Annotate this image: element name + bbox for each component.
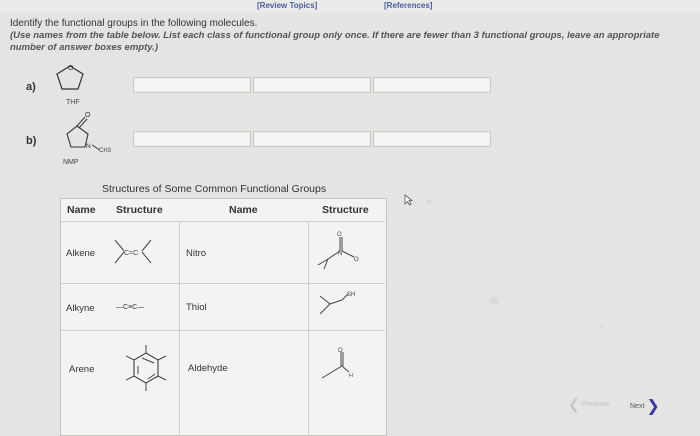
nitro-structure — [314, 229, 372, 273]
chevron-left-icon: ❮ — [568, 396, 580, 412]
instruction-text: Identify the functional groups in the following molecules. — [10, 18, 258, 29]
cell-arene: Arene — [69, 364, 95, 375]
cell-alkyne: Alkyne — [66, 303, 95, 314]
answer-box-a-2[interactable] — [253, 77, 371, 93]
review-topics-link[interactable]: [Review Topics] — [257, 1, 318, 10]
cell-aldehyde: Aldehyde — [188, 363, 228, 374]
answer-box-a-1[interactable] — [133, 77, 251, 93]
instruction-note: (Use names from the table below. List each class of functional group only once. If there are fewer than 3 functional groups, leave an appropriate number of answer boxes empty.) — [10, 30, 660, 53]
column-divider — [179, 221, 180, 434]
table-title: Structures of Some Common Functional Groups — [102, 183, 327, 195]
chevron-right-icon: ❯ — [646, 398, 660, 415]
svg-text:O: O — [85, 112, 91, 119]
mouse-cursor-icon — [404, 194, 414, 206]
next-button[interactable] — [630, 396, 660, 416]
answer-row-a — [133, 77, 493, 93]
svg-text:O: O — [68, 65, 74, 72]
row-divider — [61, 283, 385, 284]
nmp-substituent-label: CH3 — [99, 148, 112, 154]
answer-box-b-2[interactable] — [253, 131, 371, 147]
top-bar — [0, 0, 700, 13]
thiol-label: SH — [347, 292, 356, 298]
answer-box-b-3[interactable] — [373, 131, 491, 147]
answer-box-b-1[interactable] — [133, 131, 251, 147]
question-a-label: a) — [26, 81, 36, 93]
references-link[interactable]: [References] — [384, 1, 433, 10]
row-divider — [61, 330, 385, 331]
header-divider — [61, 221, 385, 222]
next-label: Next — [630, 402, 645, 410]
previous-label: Previous — [581, 401, 609, 408]
svg-text:O: O — [354, 257, 359, 263]
header-structure-2: Structure — [322, 204, 369, 216]
thf-label: THF — [66, 99, 80, 106]
background-dot — [600, 325, 603, 328]
thf-structure — [50, 62, 90, 96]
background-dot — [490, 297, 498, 305]
svg-text:N: N — [86, 143, 91, 150]
aldehyde-structure — [316, 346, 360, 384]
svg-text:O: O — [338, 348, 343, 354]
column-divider — [308, 221, 309, 434]
header-name-2: Name — [229, 204, 258, 216]
previous-button[interactable] — [568, 396, 609, 413]
arene-structure — [118, 344, 174, 394]
header-structure-1: Structure — [116, 204, 163, 216]
background-dot — [427, 199, 431, 203]
svg-text:O: O — [337, 232, 342, 238]
answer-box-a-3[interactable] — [373, 77, 491, 93]
answer-row-b — [133, 131, 493, 147]
cell-nitro: Nitro — [186, 248, 207, 259]
nmp-label: NMP — [63, 159, 79, 166]
nmp-structure — [55, 108, 125, 158]
alkene-label: C=C — [124, 250, 139, 257]
question-b-label: b) — [26, 135, 37, 147]
cell-thiol: Thiol — [186, 302, 207, 313]
alkene-structure — [112, 236, 154, 268]
header-name-1: Name — [67, 204, 96, 216]
aldehyde-label: H — [349, 373, 353, 379]
nitro-label: N — [338, 251, 343, 257]
alkyne-structure: —C≡C— — [116, 304, 145, 311]
cell-alkene: Alkene — [66, 248, 96, 259]
thiol-structure — [316, 288, 360, 322]
